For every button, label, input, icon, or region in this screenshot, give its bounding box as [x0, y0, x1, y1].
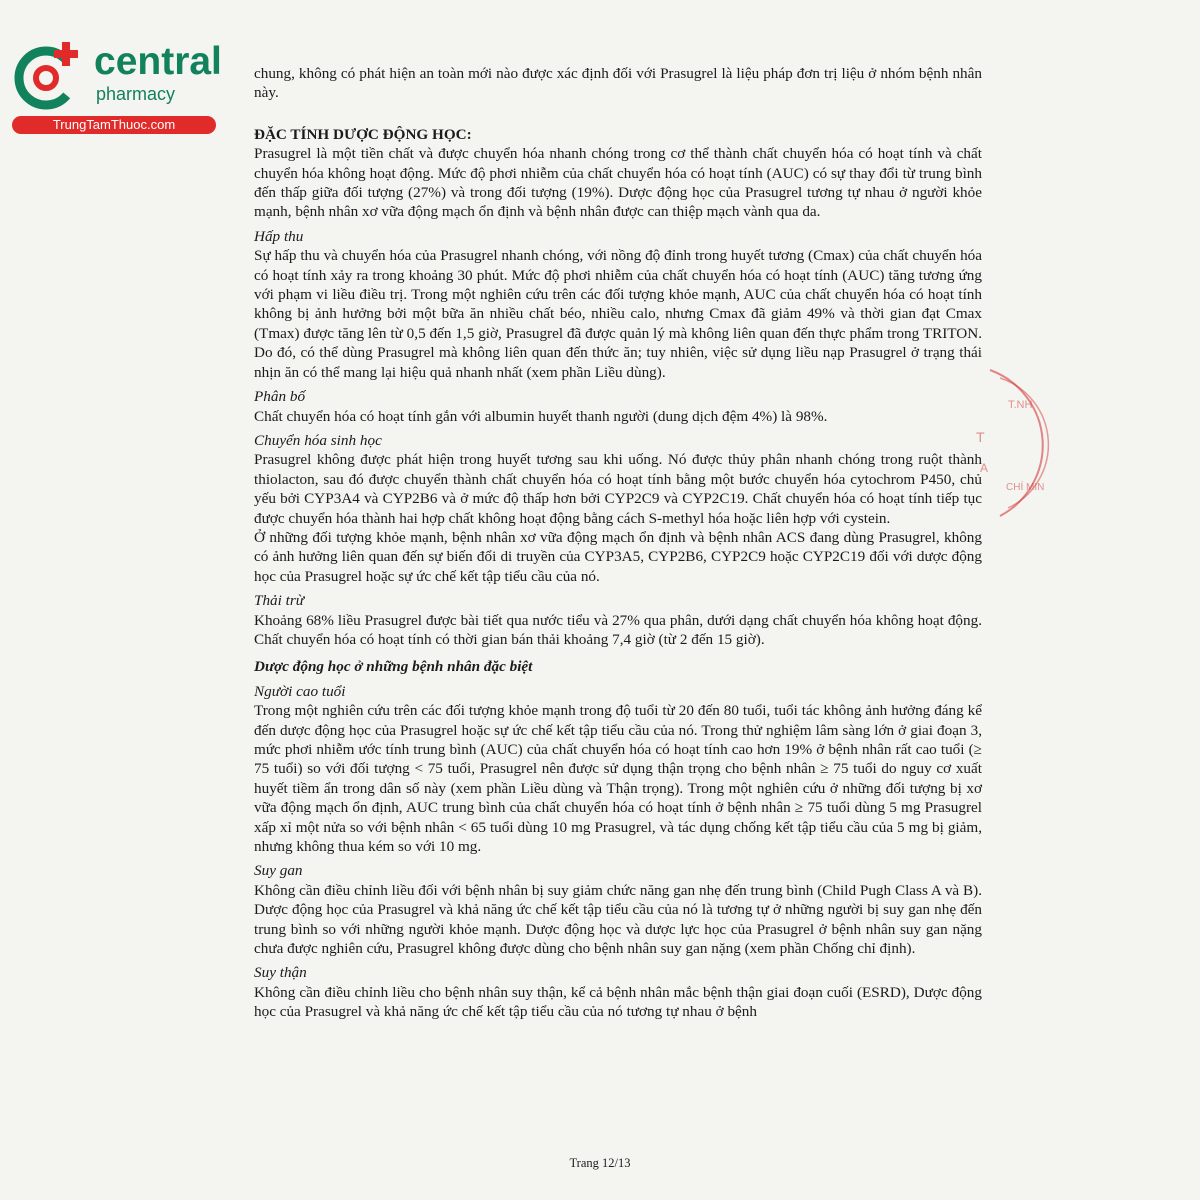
- distribution-title: Phân bố: [254, 388, 306, 406]
- svg-text:CHÍ MIN: CHÍ MIN: [1006, 482, 1045, 493]
- renal-paragraph: Không cần điều chỉnh liều cho bệnh nhân suy thận, kể cả bệnh nhân mắc bệnh thận giai đoạn cuối (ESRD), Dược động học của Prasugrel và khả năng ức chế kết tập tiểu cầu của nó tương tự nhau ở bệnh: [254, 983, 982, 1021]
- svg-text:T.NH: T.NH: [1008, 399, 1033, 411]
- special-populations-title: Dược động học ở những bệnh nhân đặc biệt: [254, 658, 533, 676]
- hepatic-title: Suy gan: [254, 862, 303, 880]
- logo-wordmark: central: [94, 40, 222, 83]
- pharmacy-cross-logo-icon: [10, 36, 88, 114]
- elimination-title: Thải trừ: [254, 592, 305, 610]
- intro-paragraph: chung, không có phát hiện an toàn mới nào được xác định đối với Prasugrel là liệu pháp đơn trị liệu ở nhóm bệnh nhân này.: [254, 65, 982, 102]
- document-body: [254, 64, 982, 1022]
- svg-text:T: T: [976, 429, 985, 445]
- pk-overview-paragraph: Prasugrel là một tiền chất và được chuyển hóa nhanh chóng trong cơ thể thành chất chuyển hóa có hoạt tính và chất chuyển hóa không hoạt động. Mức độ phơi nhiễm của chất chuyển hóa có hoạt tính (AUC) có sự thay đổi từ trung bình đến thấp giữa đối tượng (27%) và trong đối tượng (19%). Dược động học của Prasugrel tương tự nhau ở người khỏe mạnh, bệnh nhân xơ vữa động mạch ổn định và bệnh nhân được can thiệp mạch vành qua da.: [254, 145, 982, 221]
- page-number: Trang 12/13: [569, 1156, 631, 1170]
- metabolism-title: Chuyển hóa sinh học: [254, 431, 382, 449]
- absorption-paragraph: Sự hấp thu và chuyển hóa của Prasugrel nhanh chóng, với nồng độ đỉnh trong huyết tương (Cmax) của chất chuyển hóa có hoạt tính xảy ra trong khoảng 30 phút. Mức độ phơi nhiễm của chất chuyển hóa có hoạt tính (AUC) tăng tương ứng với phạm vi liều điều trị. Trong một nghiên cứu trên các đối tượng khỏe mạnh, AUC của chất chuyển hóa có hoạt tính không bị ảnh hưởng bởi một bữa ăn nhiều chất béo, nhiều calo, nhưng Cmax đã giảm 49% và thời gian đạt Cmax (Tmax) được tăng lên từ 0,5 đến 1,5 giờ, Prasugrel đã được quản lý mà không liên quan đến thực phẩm trong TRITON. Do đó, có thể dùng Prasugrel mà không liên quan đến thức ăn; tuy nhiên, việc sử dụng liều nạp Prasugrel ở trạng thái nhịn ăn có thể mang lại hiệu quả nhanh nhất (xem phần Liều dùng).: [254, 247, 982, 381]
- renal-title: Suy thận: [254, 964, 307, 982]
- absorption-title: Hấp thu: [254, 227, 304, 245]
- central-pharmacy-logo: [8, 36, 222, 136]
- distribution-paragraph: Chất chuyển hóa có hoạt tính gắn với albumin huyết thanh người (dung dịch đệm 4%) là 98%.: [254, 407, 828, 425]
- elderly-title: Người cao tuổi: [254, 682, 346, 700]
- logo-website: TrungTamThuoc.com: [12, 116, 216, 134]
- metabolism-paragraph-2: Ở những đối tượng khỏe mạnh, bệnh nhân xơ vữa động mạch ổn định và bệnh nhân ACS đang dùng Prasugrel, không có ảnh hưởng liên quan đến sự biến đổi di truyền của CYP3A5, CYP2B6, CYP2C9 hoặc CYP2C19 đối với dược động học của Prasugrel hoặc sự ức chế kết tập tiểu cầu của nó.: [254, 528, 982, 585]
- hepatic-paragraph: Không cần điều chỉnh liều đối với bệnh nhân bị suy giảm chức năng gan nhẹ đến trung bình (Child Pugh Class A và B). Dược động học của Prasugrel và khả năng ức chế kết tập tiểu cầu của nó là tương tự ở những người bị suy gan nhẹ đến trung bình so với những người khỏe mạnh. Dược động học và dược lực học của Prasugrel ở bệnh nhân suy gan nặng chưa được nghiên cứu, Prasugrel không được dùng cho bệnh nhân suy gan nặng (xem phần Chống chỉ định).: [254, 881, 982, 958]
- elderly-paragraph: Trong một nghiên cứu trên các đối tượng khỏe mạnh trong độ tuổi từ 20 đến 80 tuổi, tuổi tác không ảnh hưởng đáng kể đến dược động học của Prasugrel hoặc sự ức chế kết tập tiểu cầu của nó. Trong thử nghiệm lâm sàng lớn ở giai đoạn 3, mức phơi nhiễm ước tính trung bình (AUC) của chất chuyển hóa có hoạt tính cao hơn 19% ở bệnh nhân rất cao tuổi (≥ 75 tuổi) so với đối tượng < 75 tuổi, Prasugrel nên được sử dụng thận trọng cho bệnh nhân ≥ 75 tuổi do nguy cơ xuất huyết tiềm ẩn trong dân số này (xem phần Liều dùng và Thận trọng). Trong một nghiên cứu ở những đối tượng bị xơ vữa động mạch ổn định, AUC trung bình của chất chuyển hóa có hoạt tính ở bệnh nhân ≥ 75 tuổi dùng 5 mg Prasugrel xấp xỉ một nửa so với bệnh nhân < 65 tuổi dùng 10 mg Prasugrel, và tác dụng chống kết tập tiểu cầu của 5 mg bị giảm, nhưng không thua kém so với 10 mg.: [254, 702, 982, 856]
- logo-subtitle: pharmacy: [96, 84, 176, 104]
- elimination-paragraph: Khoảng 68% liều Prasugrel được bài tiết qua nước tiểu và 27% qua phân, dưới dạng chất chuyển hóa không hoạt động. Chất chuyển hóa có hoạt tính có thời gian bán thải khoảng 7,4 giờ (từ 2 đến 15 giờ).: [254, 611, 982, 648]
- metabolism-paragraph: Prasugrel không được phát hiện trong huyết tương sau khi uống. Nó được thủy phân nhanh chóng trong ruột thành thiolacton, sau đó được chuyển thành chất chuyển hóa có hoạt tính bằng một bước chuyển hóa cytochrom P450, chủ yếu bởi CYP3A4 và CYP2B6 và ở mức độ thấp hơn bởi CYP2C9 và CYP2C19. Chất chuyển hóa có hoạt tính tiếp tục được chuyển hóa thành hai hợp chất không hoạt động bằng cách S-methyl hóa hoặc liên hợp với cystein.: [254, 451, 982, 527]
- svg-text:A: A: [980, 461, 989, 475]
- section-heading: ĐẶC TÍNH DƯỢC ĐỘNG HỌC:: [254, 125, 472, 143]
